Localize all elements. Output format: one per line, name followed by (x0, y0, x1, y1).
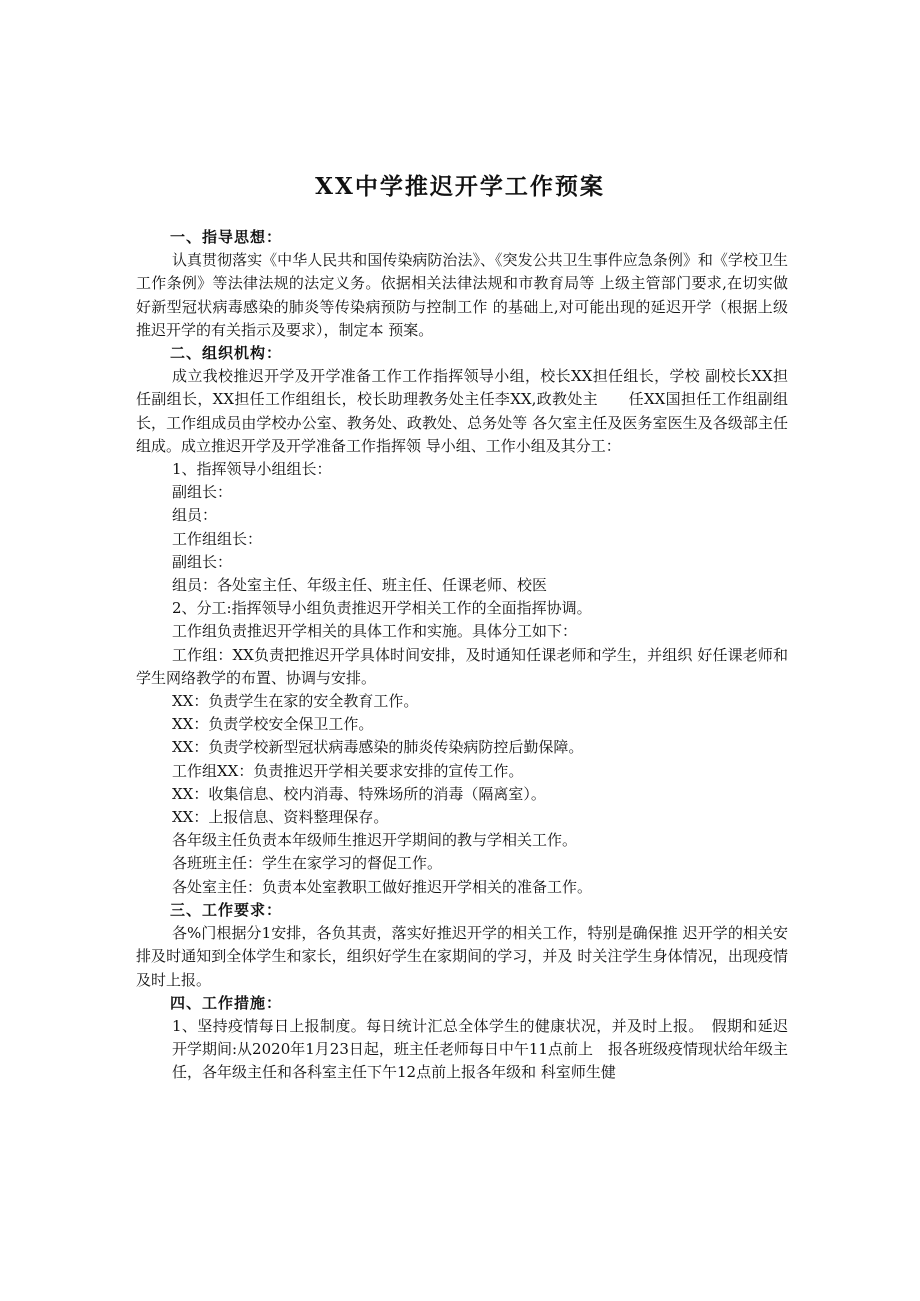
section-2-item-work-deputy: 副组长： (172, 552, 233, 571)
section-2-item-work-leader: 工作组组长： (172, 529, 263, 548)
section-heading-4: 四、工作措施： (170, 993, 283, 1012)
section-2-item-security: XX：负责学校安全保卫工作。 (172, 715, 374, 734)
section-4-paragraph: 1、坚持疫情每日上报制度。每日统计汇总全体学生的健康状况，并及时上报。 假期和延迟开学期间:从2020年1月23日起，班主任老师每日中午11点前上 报各班级疫情现状给年级主任，各年级主任和各科室主任下午12点前上报各年级和 科室师生健 (172, 1016, 788, 1082)
section-2-item-office-directors: 各处室主任：负责本处室教职工做好推迟开学相关的准备工作。 (172, 877, 593, 896)
section-2-item-work-members: 组员：各处室主任、年级主任、班主任、任课老师、校医 (172, 576, 548, 595)
section-heading-1: 一、指导思想： (170, 228, 283, 246)
section-2-item-members: 组员： (172, 506, 218, 525)
section-1-paragraph: 认真贯彻落实《中华人民共和国传染病防治法》、《突发公共卫生事件应急条例》和《学校卫生工作条例》等法律法规的法定义务。依据相关法律法规和市教育局等 上级主管部门要求,在切实做好新型冠状病毒感染的肺炎等传染病预防与控制工作 的基础上,对可能出现的延迟开学（根据上级推迟开学的有关指示及要求），制定本 预案。 (136, 251, 788, 339)
section-2-item-safety-education: XX：负责学生在家的安全教育工作。 (172, 692, 419, 711)
section-2-item-work-group-detail: 工作组：XX负责把推迟开学具体时间安排，及时通知任课老师和学生，并组织 好任课老师和学生网络教学的布置、协调与安排。 (136, 645, 788, 687)
section-2-paragraph-intro: 成立我校推迟开学及开学准备工作工作指挥领导小组，校长XX担任组长，学校 副校长XX担任副组长，XX担任工作组组长，校长助理教务处主任李XX,政教处主 任XX国担任工作组副组长，工作组成员由学校办公室、教务处、政教处、总务处等 各欠室主任及医务室医生及各级部主任组成。成立推迟开学及开学准备工作指挥领 导小组、工作小组及其分工： (136, 367, 788, 455)
document-title: XX中学推迟开学工作预案 (315, 173, 605, 200)
section-2-item-reporting: XX：上报信息、资料整理保存。 (172, 808, 389, 827)
section-2-item-logistics: XX：负责学校新型冠状病毒感染的肺炎传染病防控后勤保障。 (172, 738, 584, 757)
section-2-item-class-teachers: 各班班主任：学生在家学习的督促工作。 (172, 854, 443, 873)
section-2-item-leader: 1、指挥领导小组组长： (172, 460, 332, 479)
section-2-item-work-group: 工作组负责推迟开学相关的具体工作和实施。具体分工如下： (172, 622, 578, 641)
section-2-item-grade-leaders: 各年级主任负责本年级师生推迟开学期间的教与学相关工作。 (172, 831, 578, 850)
section-2-item-disinfection: XX：收集信息、校内消毒、特殊场所的消毒（隔离室）。 (172, 784, 546, 803)
section-heading-3: 三、工作要求： (170, 900, 283, 919)
document-body (136, 226, 788, 1085)
section-heading-2: 二、组织机构： (170, 344, 283, 363)
section-2-item-division: 2、分工:指挥领导小组负责推迟开学相关工作的全面指挥协调。 (172, 599, 592, 618)
section-2-item-deputy: 副组长： (172, 483, 233, 502)
section-3-paragraph: 各%门根据分1安排，各负其责，落实好推迟开学的相关工作，特别是确保推 迟开学的相关安排及时通知到全体学生和家长，组织好学生在家期间的学习，并及 时关注学生身体情况，出现疫情及时上报。 (136, 924, 788, 989)
section-2-item-publicity: 工作组XX：负责推迟开学相关要求安排的宣传工作。 (172, 761, 524, 780)
